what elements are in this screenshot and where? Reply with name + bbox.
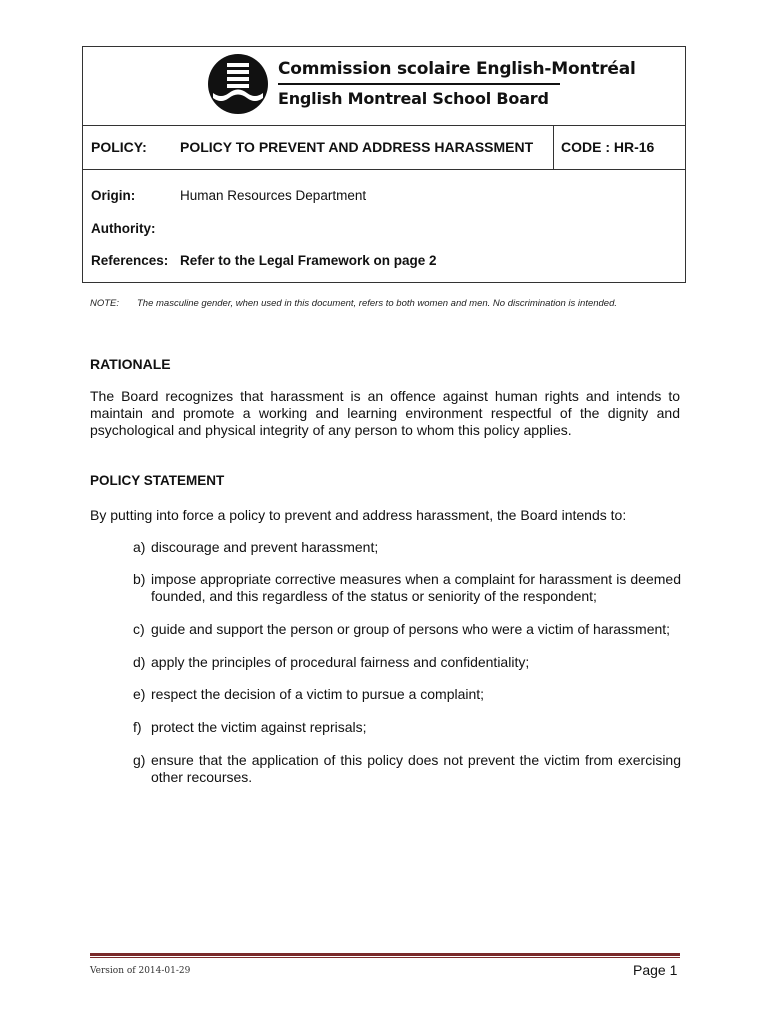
list-item-marker: e) bbox=[133, 686, 146, 702]
list-item-marker: a) bbox=[133, 539, 146, 555]
emsb-logo-icon bbox=[207, 53, 269, 115]
list-item-text: guide and support the person or group of persons who were a victim of harassment; bbox=[151, 621, 671, 637]
policy-title-row bbox=[83, 125, 685, 170]
logo-row bbox=[83, 47, 685, 126]
list-item-marker: f) bbox=[133, 719, 142, 735]
footer-rule bbox=[90, 953, 680, 956]
code-divider bbox=[553, 125, 554, 169]
list-item-marker: d) bbox=[133, 654, 146, 670]
references-value: Refer to the Legal Framework on page 2 bbox=[180, 253, 437, 268]
policy-title: POLICY TO PREVENT AND ADDRESS HARASSMENT bbox=[180, 139, 534, 155]
origin-value: Human Resources Department bbox=[180, 188, 367, 203]
note-label: NOTE: bbox=[90, 298, 120, 309]
list-item-text: ensure that the application of this policy does not prevent the victim from exercising other recourses. bbox=[151, 752, 681, 785]
logo-french-name: Commission scolaire English-Montréal bbox=[278, 59, 636, 79]
note-text: The masculine gender, when used in this document, refers to both women and men. No discrimination is intended. bbox=[137, 298, 618, 309]
policy-statement-intro: By putting into force a policy to prevent and address harassment, the Board intends to: bbox=[90, 507, 627, 523]
list-item-marker: c) bbox=[133, 621, 145, 637]
list-item-text: respect the decision of a victim to pursue a complaint; bbox=[151, 686, 485, 702]
footer-version: Version of 2014-01-29 bbox=[90, 966, 191, 976]
list-item-text: discourage and prevent harassment; bbox=[151, 539, 379, 555]
list-item-marker: g) bbox=[133, 752, 146, 768]
list-item-text: impose appropriate corrective measures when a complaint for harassment is deemed founded, and this regardless of the status or seniority of the respondent; bbox=[151, 571, 681, 604]
logo-english-name: English Montreal School Board bbox=[278, 89, 549, 108]
footer-rule-thin bbox=[90, 957, 680, 958]
list-item-text: apply the principles of procedural fairness and confidentiality; bbox=[151, 654, 530, 670]
references-label: References: bbox=[91, 253, 169, 268]
logo-divider bbox=[278, 83, 560, 85]
rationale-text: The Board recognizes that harassment is an offence against human rights and intends to maintain and promote a working and learning environment respectful of the dignity and psychological and physical integrity of any person to whom this policy applies. bbox=[90, 388, 680, 438]
list-item-text: protect the victim against reprisals; bbox=[151, 719, 367, 735]
authority-label: Authority: bbox=[91, 221, 156, 236]
origin-label: Origin: bbox=[91, 188, 136, 203]
page-number: Page 1 bbox=[633, 962, 678, 978]
list-item-marker: b) bbox=[133, 571, 146, 587]
policy-code: CODE : HR-16 bbox=[561, 139, 655, 155]
policy-header-box bbox=[82, 46, 686, 283]
policy-statement-heading: POLICY STATEMENT bbox=[90, 473, 225, 488]
policy-label: POLICY: bbox=[91, 139, 147, 155]
rationale-heading: RATIONALE bbox=[90, 356, 171, 372]
